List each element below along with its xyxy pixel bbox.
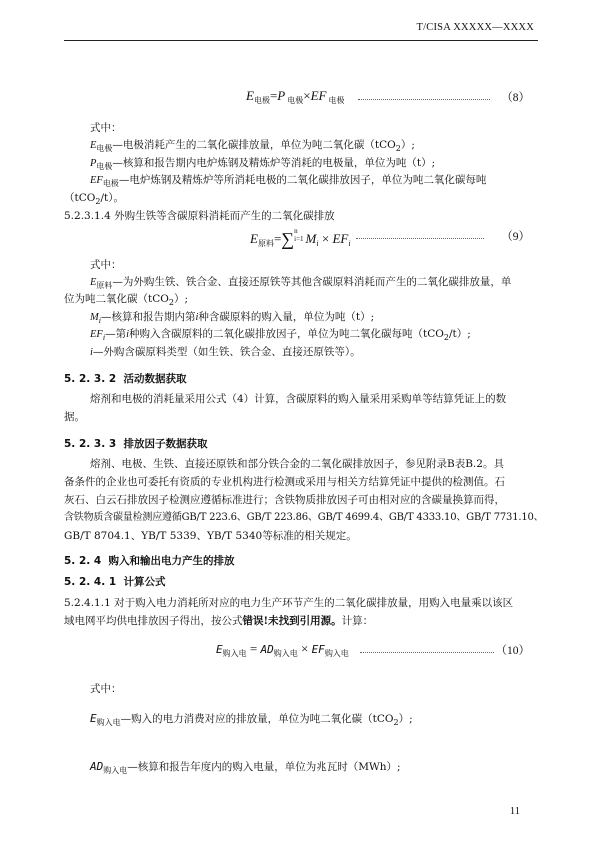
equation-10-formula: $E_{购入电} = AD_{购入电} \times EF_{购入电}$	[216, 641, 349, 658]
def-ef-electrode-line1: $EF_{电极}—$电炉炼钢及精炼炉等所消耗电极的二氧化碳排放因子，单位为吨二氧化碳每吨	[90, 174, 487, 188]
where-label: 式中：	[90, 683, 122, 695]
equation-leader-dots	[360, 652, 494, 653]
section-5-2-3-2-heading: 5. 2. 3. 2 活动数据获取	[64, 373, 187, 385]
def-i: i—外购含碳原料类型（如生铁、铁合金、直接还原铁等）。	[90, 346, 361, 358]
equation-10	[60, 641, 540, 663]
def-p-electrode: $P_{电极}—$核算和报告期内电炉炼钢及精炼炉等消耗的电极量，单位为吨（t）;	[90, 157, 436, 171]
def-ef-i: $EF_i—$第i种购入含碳原料的二氧化碳排放因子，单位为吨二氧化碳每吨（tCO$_2$/t）;	[90, 328, 471, 342]
reference-error: 错误!未找到引用源。	[242, 615, 342, 627]
def-ad-purchased: $AD_{购入电}—$核算和报告年度内的购入电量，单位为兆瓦时（MWh）;	[90, 760, 401, 775]
section-5-2-4-1-heading: 5. 2. 4. 1 计算公式	[64, 576, 166, 588]
section-5-2-4-1-1-line2: 域电网平均供电排放因子得出，按公式错误!未找到引用源。计算：	[64, 615, 374, 627]
activity-data-para-line1: 熔剂和电极的消耗量采用公式（4）计算，含碳原料的购入量采用采购单等结算凭证上的数	[90, 393, 507, 405]
equation-9-number: （9）	[501, 231, 530, 243]
where-label: 式中：	[90, 122, 122, 134]
doc-code-header: T/CISA XXXXX—XXXX	[416, 22, 534, 33]
section-5-2-3-1-4-heading: 5.2.3.1.4 外购生铁等含碳原料消耗而产生的二氧化碳排放	[64, 210, 335, 222]
header-rule	[64, 40, 538, 41]
def-e-purchased: $E_{购入电}—$购入的电力消费对应的排放量，单位为吨二氧化碳（tCO$_2$）;	[90, 712, 413, 727]
def-m-i: $M_i—$核算和报告期内第i种含碳原料的购入量，单位为吨（t）;	[90, 311, 375, 325]
where-label: 式中：	[90, 259, 122, 271]
equation-8	[60, 88, 540, 110]
section-5-2-4-heading: 5. 2. 4 购入和输出电力产生的排放	[64, 555, 235, 567]
emission-factor-para-line: 含铁物质含碳量检测应遵循GB/T 223.6、GB/T 223.86、GB/T 4699.4、GB/T 4333.10、GB/T 7731.10、	[64, 512, 544, 523]
equation-leader-dots	[356, 238, 484, 239]
emission-factor-para-line: 备条件的企业也可委托有资质的专业机构进行检测或采用与相关方结算凭证中提供的检测值。石	[64, 476, 505, 488]
page-number: 11	[509, 806, 520, 817]
def-e-raw-line1: $E_{原料}—$为外购生铁、铁合金、直接还原铁等其他含碳原料消耗而产生的二氧化碳排放量，单	[90, 276, 512, 290]
equation-10-number: （10）	[495, 645, 530, 657]
equation-9-formula: $E_{原料}=\sum n$ i=1 $M_i \times EF_i$	[250, 227, 351, 249]
emission-factor-para-line: 熔剂、电极、生铁、直接还原铁和部分铁合金的二氧化碳排放因子，参见附录B表B.2。具	[90, 458, 504, 470]
def-ef-electrode-line2: （tCO$_2$/t）。	[64, 192, 124, 206]
equation-9	[60, 227, 540, 249]
equation-8-number: （8）	[501, 92, 530, 104]
section-5-2-4-1-1-line1: 5.2.4.1.1 对于购入电力消耗所对应的电力生产环节产生的二氧化碳排放量，用购入电量乘以该区	[64, 597, 514, 609]
activity-data-para-line2: 据。	[64, 411, 85, 423]
emission-factor-para-line: 灰石、白云石排放因子检测应遵循标准进行；含铁物质排放因子可由相对应的含碳量换算而得，	[64, 494, 505, 506]
section-5-2-3-3-heading: 5. 2. 3. 3 排放因子数据获取	[64, 438, 208, 450]
equation-leader-dots	[358, 99, 490, 100]
emission-factor-para-line: GB/T 8704.1、YB/T 5339、YB/T 5340等标准的相关规定。	[64, 530, 357, 542]
equation-8-formula: $E_{电极}=P$ $_{电极}$×EF $_{电极}$	[246, 88, 345, 105]
def-e-raw-line2: 位为吨二氧化碳（tCO$_2$）;	[64, 293, 189, 307]
def-e-electrode: $E_{电极}—$电极消耗产生的二氧化碳排放量，单位为吨二氧化碳（tCO$_2$）;	[90, 139, 415, 153]
